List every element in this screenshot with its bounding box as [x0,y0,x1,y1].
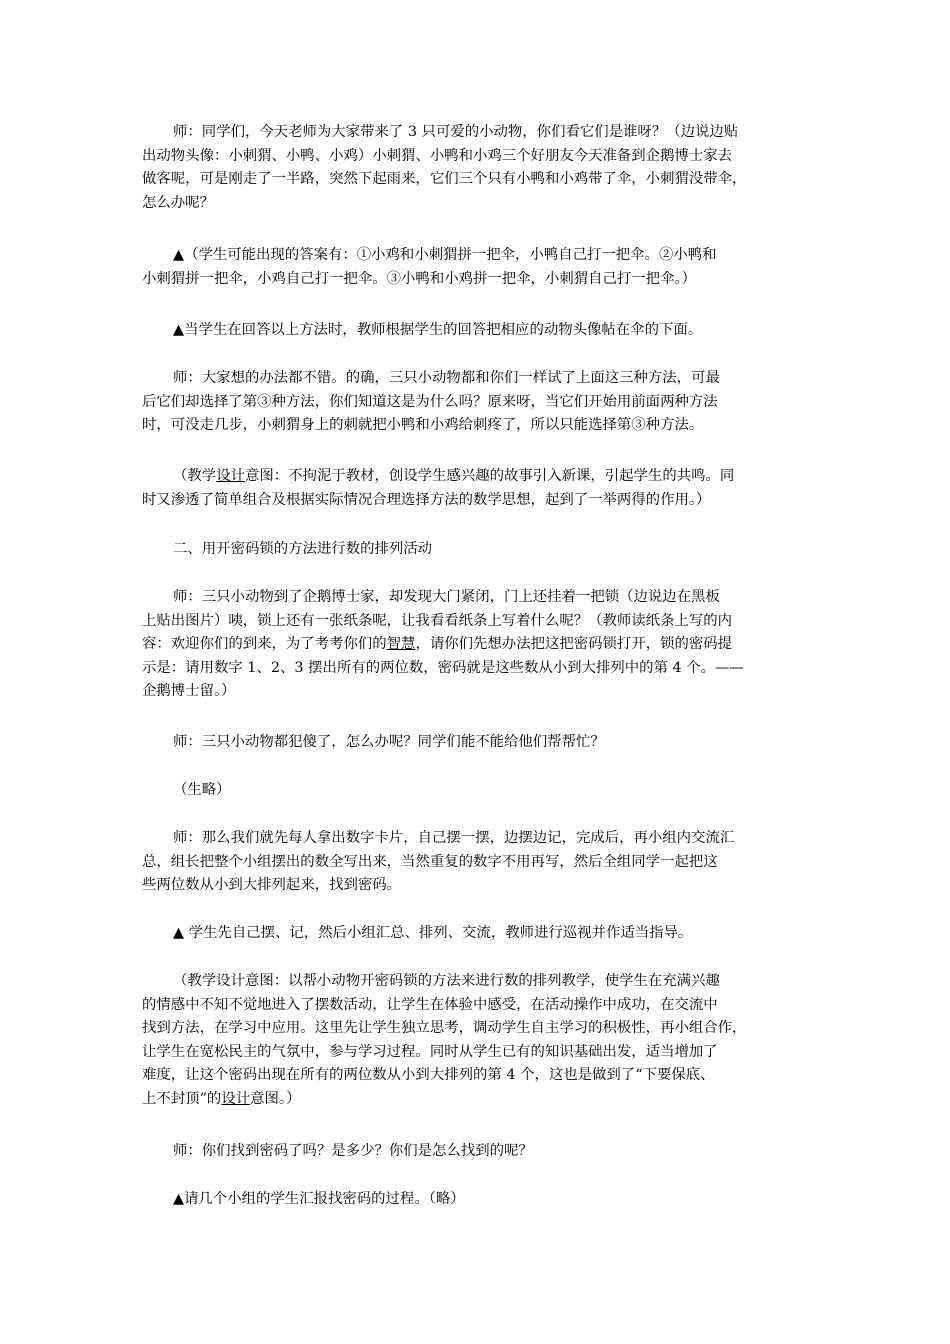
paragraph-possible-answers [142,244,812,291]
text-line: 时又渗透了简单组合及根据实际情况合理选择方法的数学思想，起到了一举两得的作用。） [142,491,711,508]
text-line: 后它们却选择了第③种方法，你们知道这是为什么吗？原来呀，当它们开始用前面两种方法 [142,393,718,410]
paragraph-animals-puzzled [142,731,812,755]
paragraph-students-omitted [142,779,812,803]
text-line: 二、用开密码锁的方法进行数的排列活动 [173,541,433,557]
text-line: ▲当学生在回答以上方法时，教师根据学生的回答把相应的动物头像帖在伞的下面。 [173,322,703,338]
paragraph-design-intent-1 [142,465,812,512]
text-line: 上不封顶”的设计意图。） [142,1090,301,1107]
text-line: 师：同学们，今天老师为大家带来了 3 只可爱的小动物，你们看它们是谁呀？（边说边贴 [173,124,739,140]
section-heading [142,538,812,562]
underlined-term: 设计 [216,468,245,484]
paragraph-teacher-action [142,319,812,343]
text-line: 小刺猬拼一把伞，小鸡自己打一把伞。③小鸭和小鸡拼一把伞，小刺猬自己打一把伞。） [142,270,697,287]
text-line: 做客呢，可是刚走了一半路，突然下起雨来，它们三个只有小鸭和小鸡带了伞，小刺猬没带伞， [142,171,747,187]
text-line: 的情感中不知不觉地进入了摆数活动，让学生在体验中感受，在活动操作中成功，在交流中 [142,996,718,1013]
text-line: 怎么办呢？ [142,194,214,211]
text-line: 总，组长把整个小组摆出的数全写出来，当然重复的数字不用再写，然后全组同学一起把这 [142,853,718,870]
text-line: 师：三只小动物到了企鹅博士家，却发现大门紧闭，门上还挂着一把锁（边说边在黑板 [173,589,720,605]
text-line: 难度，让这个密码出现在所有的两位数从小到大排列的第 4 个，这也是做到了“下要保底、 [142,1067,715,1083]
underlined-term: 设计 [221,1090,251,1107]
paragraph-group-activity [142,922,812,946]
text-line: 师：三只小动物都犯傻了，怎么办呢？同学们能不能给他们帮帮忙？ [173,734,605,750]
paragraph-group-report [142,1188,812,1212]
text-line: 容：欢迎你们的到来，为了考考你们的智慧，请你们先想办法把这把密码锁打开，锁的密码提 [142,636,733,652]
text-line: ▲ 学生先自己摆、记，然后小组汇总、排列、交流，教师进行巡视并作适当指导。 [173,925,693,941]
text-line: 些两位数从小到大排列起来，找到密码。 [142,877,402,893]
text-line: 上贴出图片）咦，锁上还有一张纸条呢，让我看看纸条上写着什么呢？（教师读纸条上写的内 [142,612,733,629]
text-line: 示是：请用数字 1、2、3 摆出所有的两位数，密码就是这些数从小到大排列中的第 4 个。—— [142,659,744,676]
text-line: 让学生在宽松民主的气氛中，参与学习过程。同时从学生已有的知识基础出发，适当增加了 [142,1043,718,1060]
paragraph-lock-story [142,586,812,704]
text-line: （教学设计意图：不拘泥于教材，创设学生感兴趣的故事引入新课，引起学生的共鸣。同 [173,468,735,484]
text-line: 企鹅博士留。） [142,683,236,699]
text-line: 师：大家想的办法都不错。的确，三只小动物都和你们一样试了上面这三种方法，可最 [173,370,720,386]
text-line: ▲（学生可能出现的答案有：①小鸡和小刺猬拼一把伞，小鸭自己打一把伞。②小鸭和 [173,247,717,263]
text-line: 时，可没走几步，小刺猬身上的刺就把小鸭和小鸡给刺疼了，所以只能选择第③种方法。 [142,417,704,433]
text-line: （生略） [173,782,231,798]
text-line: （教学设计意图：以帮小动物开密码锁的方法来进行数的排列教学，使学生在充满兴趣 [173,973,720,989]
paragraph-design-intent-2 [142,970,812,1111]
paragraph-found-code [142,1140,812,1164]
paragraph-third-method [142,367,812,438]
underlined-term: 智慧 [386,636,416,652]
text-line: ▲请几个小组的学生汇报找密码的过程。（略） [173,1191,465,1207]
text-line: 师：那么我们就先每人拿出数字卡片，自己摆一摆，边摆边记，完成后，再小组内交流汇 [173,830,735,846]
paragraph-number-cards [142,827,812,898]
paragraph-story-intro [142,121,812,215]
text-line: 找到方法，在学习中应用。这里先让学生独立思考，调动学生自主学习的积极性，再小组合作， [142,1020,747,1036]
text-line: 师：你们找到密码了吗？是多少？你们是怎么找到的呢？ [173,1143,533,1159]
text-line: 出动物头像：小刺猬、小鸭、小鸡）小刺猬、小鸭和小鸡三个好朋友今天准备到企鹅博士家去 [142,147,733,164]
